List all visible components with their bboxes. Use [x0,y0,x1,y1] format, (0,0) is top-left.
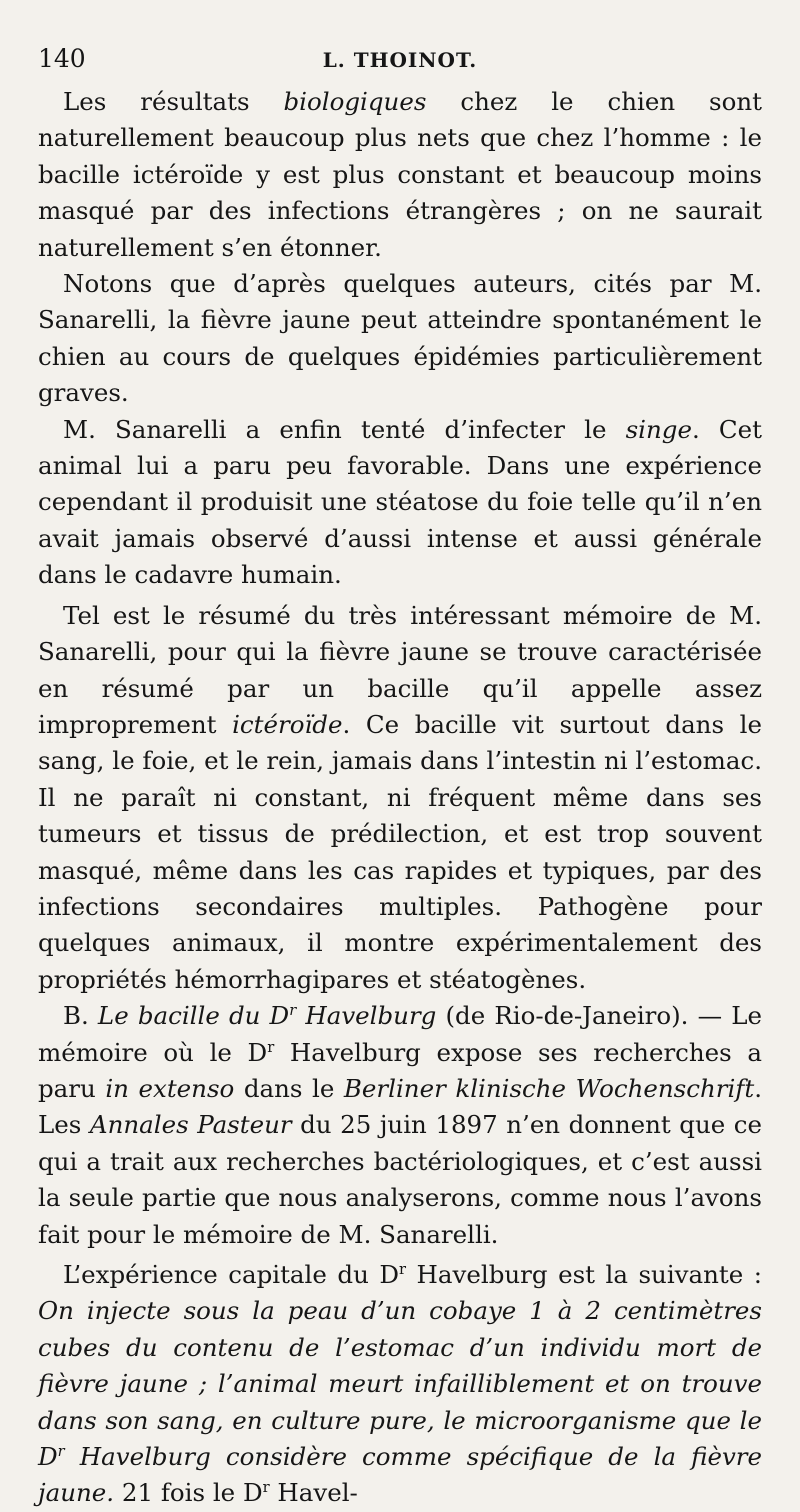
text-segment: r [289,1002,297,1020]
paragraph [38,598,762,998]
text-segment: . Les [38,1073,762,1140]
text-segment: Les résultats [63,87,284,116]
paragraph [38,412,762,594]
page-header [38,40,762,84]
text-segment: B. [63,1001,98,1031]
text-segment: Berliner klinische Wochenschrift [343,1073,755,1103]
paragraph [38,998,762,1253]
text-segment: r [399,1261,407,1279]
paragraph [38,84,762,266]
text-segment: 21 fois le D [114,1478,263,1508]
text-segment: Havelburg considère comme spécifique de la fièvre jaune. [38,1442,762,1508]
text-segment: . Cet animal lui a paru peu favorable. Dans une expérience cependant il produisit une stéatose du foie telle qu’il n’en avait jamais observé d’aussi intense et aussi générale dans le cadavre humain. [38,414,763,590]
text-segment: Annales Pasteur [89,1110,292,1140]
text-segment: M. Sanarelli a enfin tenté d’infecter le [63,414,626,444]
text-segment: Havelburg expose ses recherches a paru [38,1037,762,1103]
text-segment: du 25 juin 1897 n’en donnent que ce qui a trait aux recherches bactériologiques, et c’est aussi la seule partie que nous analyserons, comme nous l’avons fait pour le mémoire de M. Sanarelli. [38,1110,762,1249]
text-segment: Tel est le résumé du très intéressant mémoire de M. Sanarelli, pour qui la fièvre jaune se trouve caractérisée en résumé par un bacille qu’il appelle assez improprement [38,600,762,739]
text-segment: ictéroïde [232,709,343,739]
text-segment: Havel- [269,1478,358,1508]
text-segment: Havelburg [296,1001,437,1031]
text-segment: biologiques [283,87,427,116]
text-segment: On injecte sous la peau d’un cobaye 1 à 2 centimètres cubes du contenu de l’estomac d’un individu mort de fièvre jaune ; l’animal meurt infailliblement et on trouve dans son sang, en culture pure, le microorganisme que le D [38,1296,762,1472]
text-segment: in extenso [105,1073,235,1103]
text-segment: Le bacille du D [97,1001,290,1031]
text-segment: dans le [234,1073,344,1103]
page-number: 140 [38,44,86,73]
text-segment: (de Rio-de-Janeiro). — Le mémoire où le D [38,1001,762,1067]
text-segment: singe [625,414,692,444]
paragraph [38,1257,762,1512]
body-text [38,84,762,1512]
text-segment: r [57,1443,65,1461]
text-segment: L’expérience capitale du D [63,1260,400,1289]
text-segment: . Ce bacille vit surtout dans le sang, le foie, et le rein, jamais dans l’intestin ni l’estomac. Il ne paraît ni constant, ni fréquent même dans ses tumeurs et tissus de prédilection, et est trop souvent masqué, même dans les cas rapides et typiques, par des infections secondaires multiples. Pathogène pour quelques animaux, il montre expérimentalement des propriétés hémorrhagipares et stéatogènes. [38,709,762,994]
running-head: L. THOINOT. [322,48,478,72]
text-segment: Notons que d’après quelques auteurs, cités par M. Sanarelli, la fièvre jaune peut atteindre spontanément le chien au cours de quelques épidémies particulièrement graves. [38,269,762,408]
text-segment: r [262,1479,270,1497]
text-segment: r [267,1038,275,1056]
text-segment: Havelburg est la suivante : [406,1260,762,1289]
paragraph [38,266,762,412]
text-segment: chez le chien sont naturellement beaucoup plus nets que chez l’homme : le bacille ictéroïde y est plus constant et beaucoup moins masqué par des infections étrangères ; on ne saurait naturellement s’en étonner. [38,87,762,262]
